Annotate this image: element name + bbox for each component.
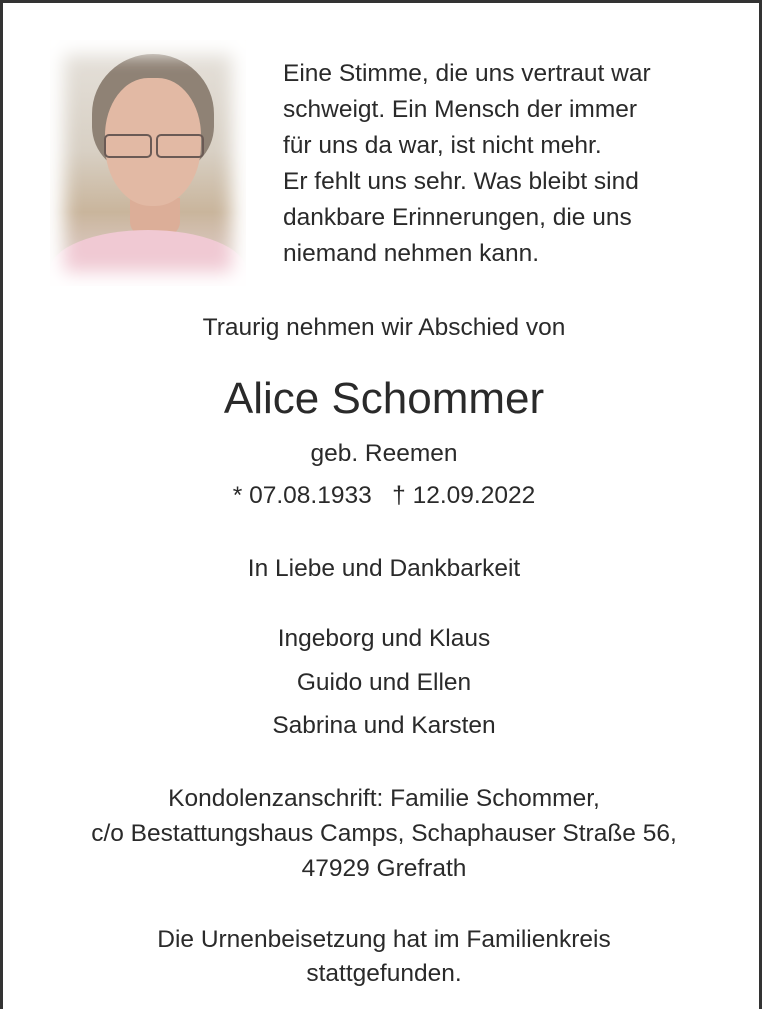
- intro-text: Traurig nehmen wir Abschied von: [202, 314, 566, 341]
- address-line: c/o Bestattungshaus Camps, Schaphauser Straße 56,: [91, 820, 677, 847]
- birth-name: geb. Reemen: [310, 440, 458, 467]
- deceased-name: Alice Schommer: [223, 374, 545, 423]
- photo-vignette: [50, 40, 246, 286]
- poem-line: niemand nehmen kann.: [283, 240, 540, 267]
- portrait-photo: [50, 40, 246, 286]
- poem-line: für uns da war, ist nicht mehr.: [283, 132, 602, 159]
- poem-line: Eine Stimme, die uns vertraut war: [283, 60, 651, 87]
- poem: [283, 56, 651, 272]
- life-dates: * 07.08.1933 † 12.09.2022: [232, 482, 536, 509]
- mourner: Sabrina und Karsten: [272, 712, 496, 739]
- address-line: Kondolenzanschrift: Familie Schommer,: [168, 785, 600, 812]
- note-line: stattgefunden.: [306, 960, 462, 987]
- mourner: Ingeborg und Klaus: [277, 625, 491, 652]
- mourner: Guido und Ellen: [296, 669, 472, 696]
- poem-line: schweigt. Ein Mensch der immer: [283, 96, 638, 123]
- dedication: In Liebe und Dankbarkeit: [247, 555, 521, 582]
- poem-line: Er fehlt uns sehr. Was bleibt sind: [283, 168, 639, 195]
- address-line: 47929 Grefrath: [301, 855, 467, 882]
- poem-line: dankbare Erinnerungen, die uns: [283, 204, 632, 231]
- note-line: Die Urnenbeisetzung hat im Familienkreis: [157, 926, 611, 953]
